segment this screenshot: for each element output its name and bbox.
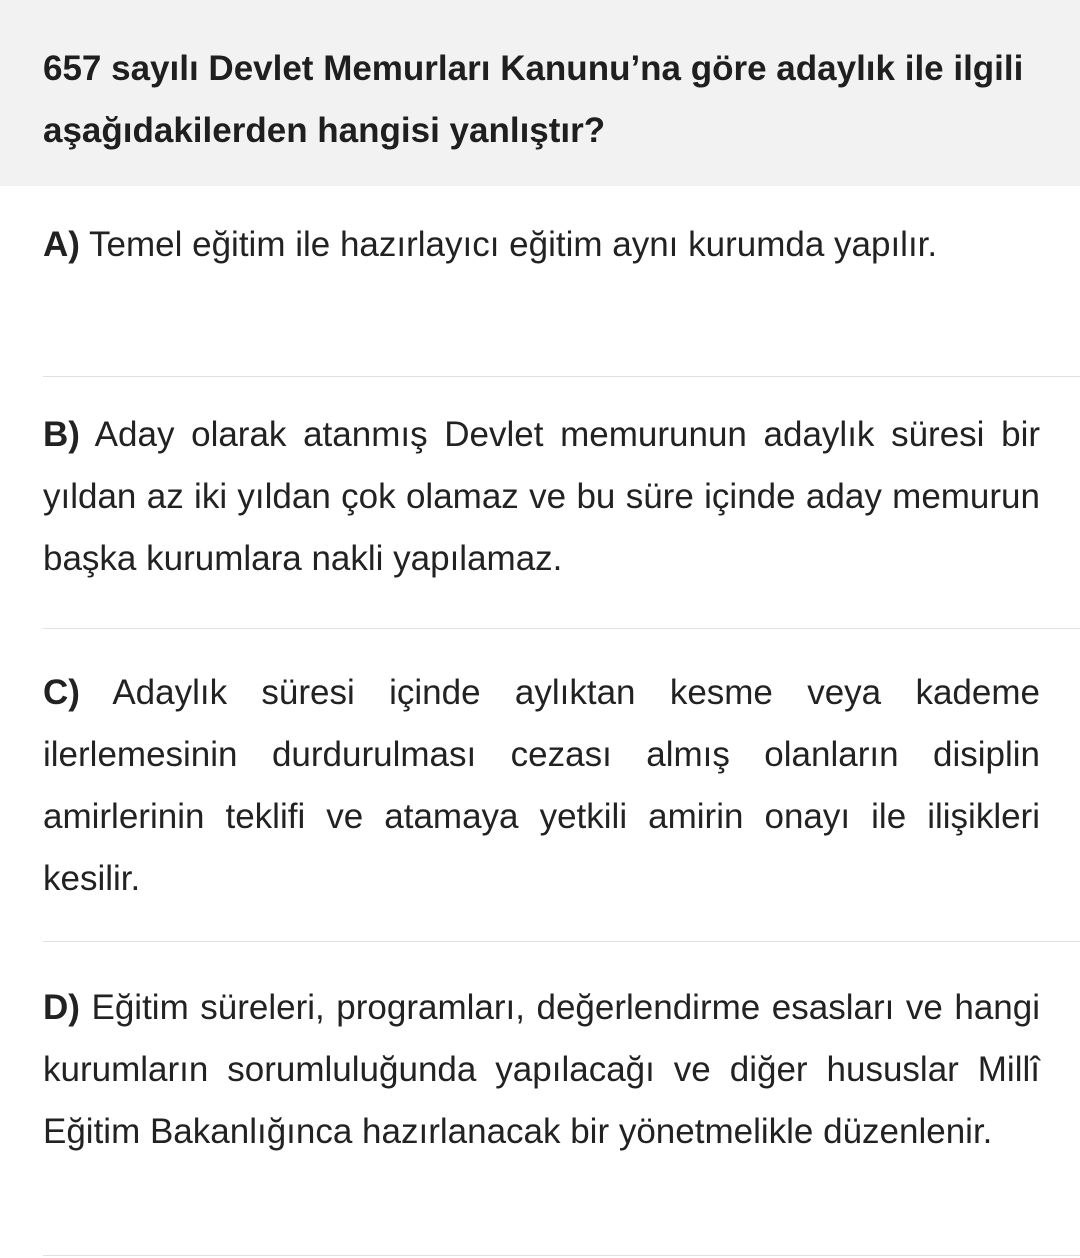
option-d-letter: D) (43, 988, 80, 1027)
option-a-content (43, 214, 1040, 276)
question-header (0, 0, 1080, 186)
option-d-text: Eğitim süreleri, programları, değerlendirme esasları ve hangi kurumların sorumluluğunda yapılacağı ve diğer hususlar Millî Eğitim Bakanlığınca hazırlanacak bir yönetmelikle düzenlenir. (43, 988, 1040, 1151)
option-b[interactable] (43, 377, 1080, 629)
option-b-letter: B) (43, 415, 80, 454)
option-c-letter: C) (43, 673, 80, 712)
option-a-letter: A) (43, 225, 80, 264)
option-d[interactable] (43, 942, 1080, 1256)
option-a[interactable] (43, 186, 1080, 377)
option-b-text: Aday olarak atanmış Devlet memurunun adaylık süresi bir yıldan az iki yıldan çok olamaz ve bu süre içinde aday memurun başka kurumlara nakli yapılamaz. (43, 415, 1040, 578)
answer-options (0, 186, 1080, 1256)
option-b-content (43, 404, 1040, 590)
option-d-content (43, 977, 1040, 1163)
option-c-content (43, 662, 1040, 910)
question-text: 657 sayılı Devlet Memurları Kanunu’na göre adaylık ile ilgili aşağıdakilerden hangisi yanlıştır? (43, 49, 1024, 150)
option-a-text: Temel eğitim ile hazırlayıcı eğitim aynı kurumda yapılır. (89, 225, 938, 264)
option-c-text: Adaylık süresi içinde aylıktan kesme veya kademe ilerlemesinin durdurulması cezası almış olanların disiplin amirlerinin teklifi ve atamaya yetkili amirin onayı ile ilişikleri kesilir. (43, 673, 1040, 898)
option-c[interactable] (43, 629, 1080, 942)
